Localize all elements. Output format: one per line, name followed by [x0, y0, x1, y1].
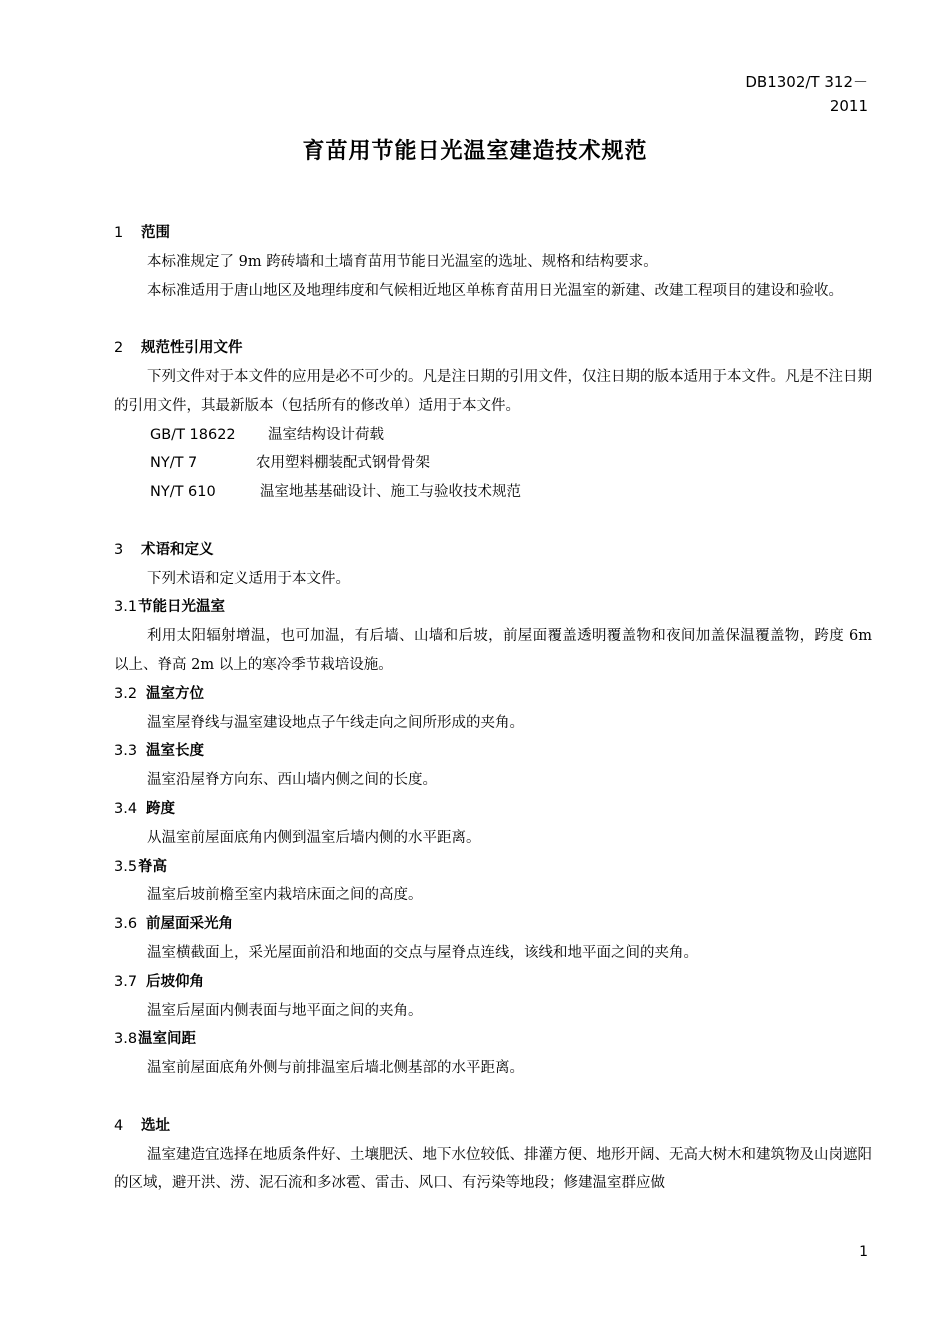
term-title: 节能日光温室 — [138, 599, 225, 616]
reference-name: 农用塑料棚装配式钢骨骨架 — [256, 455, 430, 472]
standard-number-line2: 2011 — [829, 97, 868, 115]
section-3-heading — [114, 536, 872, 565]
section-title: 规范性引用文件 — [141, 340, 243, 357]
paragraph: 下列术语和定义适用于本文件。 — [147, 570, 350, 587]
paragraph: 本标准适用于唐山地区及地理纬度和气候相近地区单栋育苗用日光温室的新建、改建工程项目的建设和验收。 — [147, 282, 843, 299]
reference-code: GB/T 18622 — [150, 426, 236, 443]
term-number: 3.5 — [114, 858, 138, 875]
term-number: 3.3 — [114, 743, 138, 760]
section-title: 选址 — [141, 1117, 170, 1134]
term-heading — [114, 737, 872, 766]
section-1-heading — [114, 219, 872, 248]
term-definition: 温室后坡前檐至室内栽培床面之间的高度。 — [147, 887, 423, 904]
reference-name: 温室地基基础设计、施工与验收技术规范 — [260, 484, 521, 501]
term-definition: 温室后屋面内侧表面与地平面之间的夹角。 — [147, 1002, 423, 1019]
paragraph: 下列文件对于本文件的应用是必不可少的。凡是注日期的引用文件，仅注日期的版本适用于本文件。凡是不注日期的引用文件，其最新版本（包括所有的修改单）适用于本文件。 — [114, 368, 872, 414]
section-title: 术语和定义 — [141, 541, 214, 558]
term-heading — [114, 795, 872, 824]
term-title: 后坡仰角 — [146, 973, 204, 990]
term-heading — [114, 853, 872, 882]
term-definition: 温室屋脊线与温室建设地点子午线走向之间所形成的夹角。 — [147, 714, 524, 731]
paragraph: 本标准规定了 9m 跨砖墙和土墙育苗用节能日光温室的选址、规格和结构要求。 — [147, 253, 658, 270]
reference-code: NY/T 610 — [150, 484, 216, 501]
term-heading — [114, 968, 872, 997]
section-2-heading — [114, 334, 872, 363]
standard-number-line1: DB1302/T 312－ — [745, 73, 868, 91]
section-4-heading — [114, 1112, 872, 1141]
term-title: 温室方位 — [146, 685, 204, 702]
term-number: 3.2 — [114, 685, 138, 702]
term-title: 前屋面采光角 — [146, 916, 233, 933]
document-body — [114, 219, 872, 1198]
term-definition: 温室沿屋脊方向东、西山墙内侧之间的长度。 — [147, 772, 437, 789]
term-title: 温室长度 — [146, 743, 204, 760]
standard-number — [668, 70, 868, 118]
section-number: 2 — [114, 340, 124, 357]
reference-code: NY/T 7 — [150, 455, 198, 472]
section-number: 1 — [114, 225, 124, 241]
term-title: 脊高 — [138, 858, 167, 875]
term-heading — [114, 680, 872, 709]
term-definition: 温室横截面上，采光屋面前沿和地面的交点与屋脊点连线，该线和地平面之间的夹角。 — [147, 944, 698, 961]
term-number: 3.8 — [114, 1031, 138, 1048]
term-number: 3.1 — [114, 599, 138, 616]
paragraph: 温室建造宜选择在地质条件好、土壤肥沃、地下水位较低、排灌方便、地形开阔、无高大树木和建筑物及山岗遮阳的区域，避开洪、涝、泥石流和多冰雹、雷击、风口、有污染等地段；修建温室群应做 — [114, 1146, 872, 1192]
term-definition: 从温室前屋面底角内侧到温室后墙内侧的水平距离。 — [147, 829, 481, 846]
term-number: 3.4 — [114, 800, 138, 817]
reference-item — [114, 478, 872, 507]
reference-item — [114, 449, 872, 478]
term-title: 跨度 — [146, 800, 175, 817]
term-heading — [114, 910, 872, 939]
term-heading — [114, 593, 872, 622]
document-title: 育苗用节能日光温室建造技术规范 — [302, 139, 648, 164]
reference-name: 温室结构设计荷载 — [268, 426, 384, 443]
term-definition: 利用太阳辐射增温，也可加温，有后墙、山墙和后坡，前屋面覆盖透明覆盖物和夜间加盖保温覆盖物，跨度 6m 以上、脊高 2m 以上的寒冷季节栽培设施。 — [114, 628, 872, 673]
term-definition: 温室前屋面底角外侧与前排温室后墙北侧基部的水平距离。 — [147, 1060, 524, 1077]
reference-item — [114, 421, 872, 450]
term-title: 温室间距 — [138, 1031, 196, 1048]
term-number: 3.6 — [114, 916, 138, 933]
term-number: 3.7 — [114, 973, 138, 990]
section-number: 4 — [114, 1117, 124, 1134]
section-number: 3 — [114, 541, 124, 558]
page-number: 1 — [859, 1244, 868, 1260]
term-heading — [114, 1025, 872, 1054]
section-title: 范围 — [141, 225, 170, 241]
